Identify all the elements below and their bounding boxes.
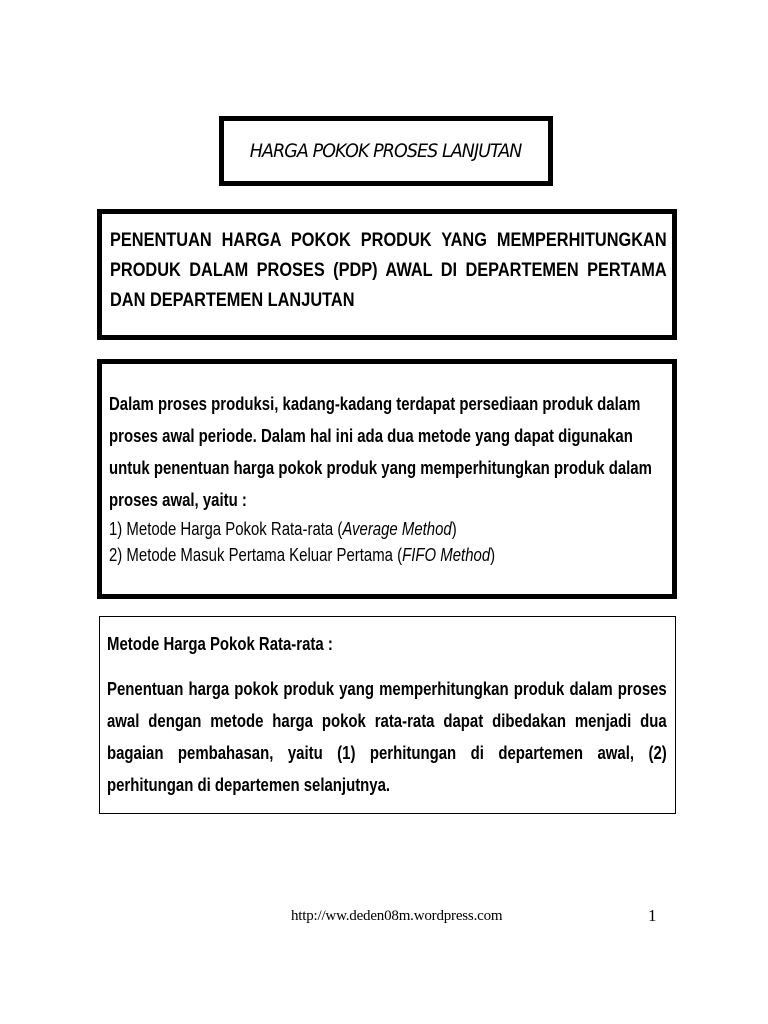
intro-box	[97, 359, 677, 599]
heading-box	[97, 209, 677, 340]
method-box	[99, 616, 676, 814]
method-term: FIFO Method	[402, 545, 491, 565]
method-title: Metode Harga Pokok Rata-rata :	[107, 634, 333, 654]
page-number: 1	[648, 906, 657, 925]
document-title: HARGA POKOK PROSES LANJUTAN	[250, 140, 522, 162]
method-list-item: 1) Metode Harga Pokok Rata-rata (Average Method)	[109, 519, 457, 539]
section-heading: PENENTUAN HARGA POKOK PRODUK YANG MEMPERHITUNGKAN PRODUK DALAM PROSES (PDP) AWAL DI DEPARTEMEN PERTAMA DAN DEPARTEMEN LANJUTAN	[110, 230, 667, 311]
method-term: Average Method	[342, 519, 452, 539]
method-paragraph: Penentuan harga pokok produk yang memperhitungkan produk dalam proses awal dengan metode harga pokok rata-rata dapat dibedakan menjadi dua bagaian pembahasan, yaitu (1) perhitungan di departemen awal, (2) perhitungan di departemen selanjutnya.	[107, 679, 667, 795]
intro-paragraph: Dalam proses produksi, kadang-kadang terdapat persediaan produk dalam proses awal periode. Dalam hal ini ada dua metode yang dapat digunakan untuk penentuan harga pokok produk yang memperhitungkan produk dalam proses awal, yaitu :	[109, 394, 652, 510]
method-list-item: 2) Metode Masuk Pertama Keluar Pertama (FIFO Method)	[109, 545, 496, 565]
title-box	[219, 116, 553, 186]
footer-url: http://ww.deden08m.wordpress.com	[291, 908, 503, 924]
